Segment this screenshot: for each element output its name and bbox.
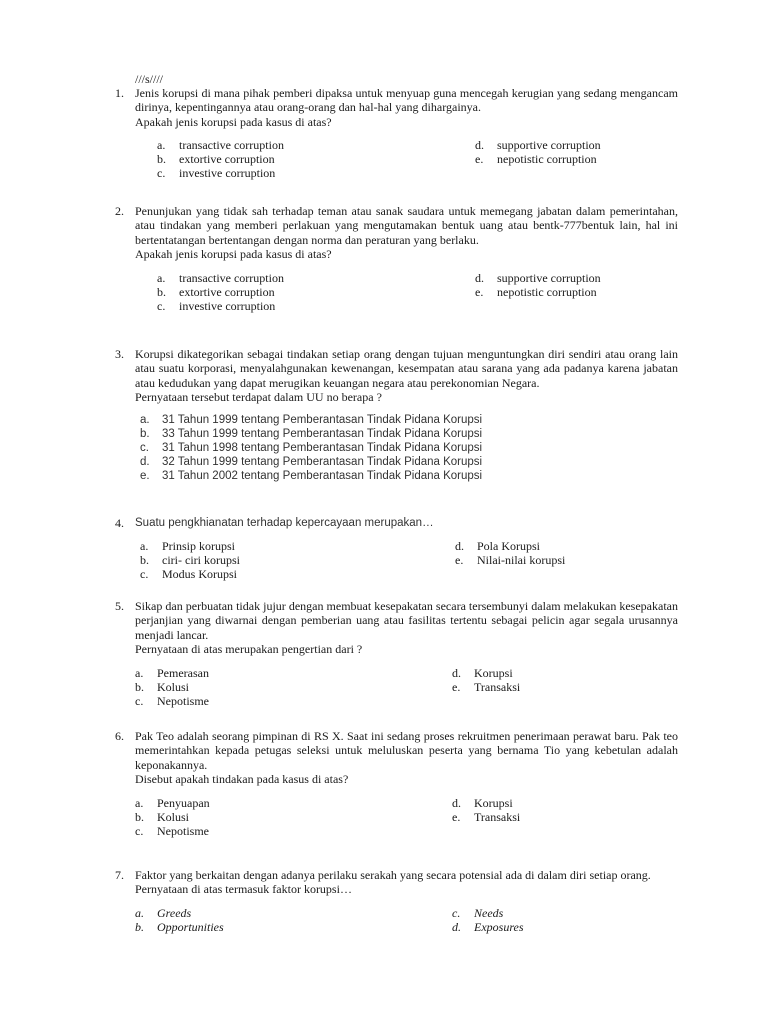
- question-4: [115, 516, 678, 583]
- options: [135, 796, 678, 840]
- option-c[interactable]: c. 31 Tahun 1998 tentang Pemberantasan Tindak Pidana Korupsi: [140, 441, 483, 454]
- option-c[interactable]: c. Nepotisme: [135, 693, 209, 708]
- question-number: 6.: [115, 729, 124, 743]
- document-header: ///s////: [135, 72, 164, 86]
- question-stem: Jenis korupsi di mana pihak pemberi dipaksa untuk menyuap guna mencegah kerugian yang sedang mengancam dirinya, kepentingannya atau orang-orang dan hal-hal yang dihargainya.: [135, 86, 678, 115]
- option-e[interactable]: e. Nilai-nilai korupsi: [455, 553, 566, 568]
- question-prompt: Disebut apakah tindakan pada kasus di atas?: [135, 772, 349, 787]
- options: [135, 138, 678, 182]
- question-stem: Pak Teo adalah seorang pimpinan di RS X. Saat ini sedang proses rekruitmen penerimaan perawat baru. Pak teo memerintahkan kepada petugas seleksi untuk meluluskan peserta yang bernama Tio yang kebetulan adalah keponakannya.: [135, 729, 678, 772]
- option-a[interactable]: a. Prinsip korupsi: [140, 539, 236, 554]
- option-d[interactable]: d. Korupsi: [452, 795, 513, 810]
- option-b[interactable]: b. Kolusi: [135, 679, 190, 694]
- option-c[interactable]: c. investive corruption: [157, 298, 276, 313]
- question-stem: Faktor yang berkaitan dengan adanya perilaku serakah yang secara potensial ada di dalam diri setiap orang.: [135, 868, 651, 882]
- question-number: 5.: [115, 599, 124, 613]
- option-d[interactable]: d. Korupsi: [452, 665, 513, 680]
- option-a[interactable]: a. Penyuapan: [135, 795, 210, 810]
- option-d[interactable]: d. Pola Korupsi: [455, 539, 540, 554]
- option-b[interactable]: b. ciri- ciri korupsi: [140, 553, 240, 568]
- option-d[interactable]: d. supportive corruption: [475, 138, 601, 153]
- option-c[interactable]: c. Modus Korupsi: [140, 567, 238, 582]
- question-prompt: Apakah jenis korupsi pada kasus di atas?: [135, 247, 332, 262]
- question-prompt: Pernyataan di atas merupakan pengertian dari ?: [135, 642, 363, 657]
- option-d[interactable]: d. Exposures: [452, 919, 524, 934]
- option-d[interactable]: d. supportive corruption: [475, 270, 601, 285]
- question-6: [115, 729, 678, 840]
- question-2: [115, 204, 678, 315]
- question-prompt: Apakah jenis korupsi pada kasus di atas?: [135, 114, 332, 129]
- question-stem: Penunjukan yang tidak sah terhadap teman atau sanak saudara untuk memegang jabatan dalam pemerintahan, atau tindakan yang memberi perlakuan yang mengutamakan bentuk uang atau bentk-777bentuk lain, hal ini bertentatangan bertentangan dengan norma dan peraturan yang berlaku.: [135, 204, 678, 247]
- question-number: 2.: [115, 204, 124, 218]
- question-number: 7.: [115, 868, 124, 882]
- option-e[interactable]: e. nepotistic corruption: [475, 284, 597, 299]
- option-b[interactable]: b. extortive corruption: [157, 152, 275, 167]
- question-3: [115, 347, 678, 483]
- option-a[interactable]: a. transactive corruption: [157, 270, 284, 285]
- option-e[interactable]: e. Transaksi: [452, 679, 521, 694]
- option-b[interactable]: b. Kolusi: [135, 809, 190, 824]
- option-b[interactable]: b. extortive corruption: [157, 284, 275, 299]
- question-prompt: Pernyataan tersebut terdapat dalam UU no berapa ?: [135, 390, 382, 405]
- option-b[interactable]: b. Opportunities: [135, 919, 224, 934]
- question-1: [115, 86, 678, 182]
- option-a[interactable]: a. 31 Tahun 1999 tentang Pemberantasan Tindak Pidana Korupsi: [140, 413, 483, 426]
- option-a[interactable]: a. transactive corruption: [157, 138, 284, 153]
- question-5: [115, 599, 678, 710]
- options: [135, 271, 678, 315]
- options: [135, 666, 678, 710]
- options: [135, 539, 678, 583]
- question-stem: Suatu pengkhianatan terhadap kepercayaan merupakan…: [135, 517, 434, 529]
- question-number: 3.: [115, 347, 124, 361]
- option-b[interactable]: b. 33 Tahun 1999 tentang Pemberantasan Tindak Pidana Korupsi: [140, 427, 483, 440]
- question-stem: Korupsi dikategorikan sebagai tindakan setiap orang dengan tujuan menguntungkan diri sendiri atau orang lain atau suatu korporasi, menyalahgunakan kewenangan, kesempatan atau sarana yang ada padanya karena jabatan atau kedudukan yang dapat merugikan keuangan negara atau perekonomian Negara.: [135, 347, 678, 390]
- option-c[interactable]: c. Nepotisme: [135, 823, 209, 838]
- question-number: 1.: [115, 86, 124, 100]
- question-number: 4.: [115, 516, 124, 530]
- options: [140, 413, 678, 483]
- option-e[interactable]: e. 31 Tahun 2002 tentang Pemberantasan Tindak Pidana Korupsi: [140, 469, 483, 482]
- question-7: [115, 868, 678, 936]
- option-d[interactable]: d. 32 Tahun 1999 tentang Pemberantasan Tindak Pidana Korupsi: [140, 455, 483, 468]
- option-c[interactable]: c. investive corruption: [157, 166, 276, 181]
- option-c[interactable]: c. Needs: [452, 905, 504, 920]
- option-a[interactable]: a. Pemerasan: [135, 665, 209, 680]
- options: [135, 906, 678, 936]
- option-e[interactable]: e. nepotistic corruption: [475, 152, 597, 167]
- question-stem: Sikap dan perbuatan tidak jujur dengan membuat kesepakatan secara tersembunyi dalam melakukan kesepakatan perjanjian yang diwarnai dengan pemberian uang atau fasilitas tertentu sebagai pelicin agar segala urusannya menjadi lancar.: [135, 599, 678, 642]
- question-prompt: Pernyataan di atas termasuk faktor korupsi…: [135, 882, 352, 897]
- option-e[interactable]: e. Transaksi: [452, 809, 521, 824]
- option-a[interactable]: a. Greeds: [135, 905, 192, 920]
